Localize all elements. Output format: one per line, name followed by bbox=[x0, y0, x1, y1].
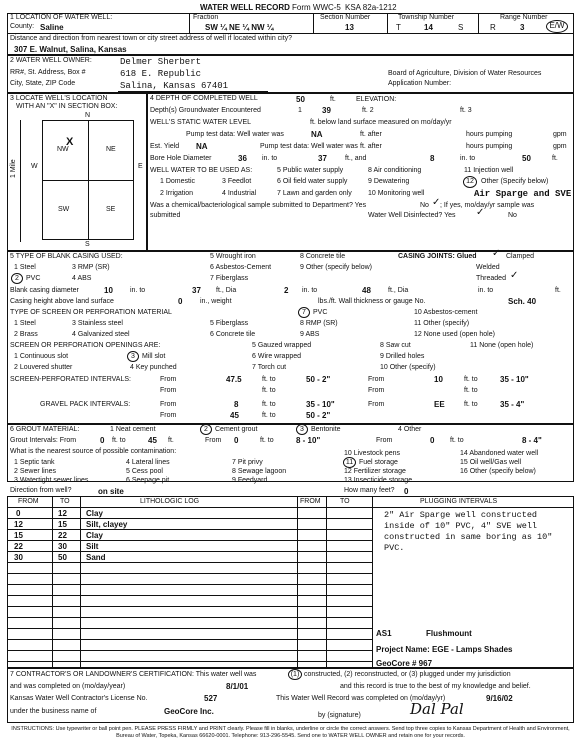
opening-drilled[interactable]: 9 Drilled holes bbox=[380, 353, 425, 360]
section-number-value[interactable]: 13 bbox=[345, 23, 354, 32]
table-cell: Clay bbox=[86, 509, 103, 518]
certification-options: constructed, (2) reconstructed, or (3) plugged under my jurisdiction bbox=[304, 671, 511, 678]
depth-value[interactable]: 50 bbox=[296, 95, 305, 104]
yield-after: ft. after bbox=[360, 143, 382, 150]
pump-test-label: Pump test data: Well water was bbox=[186, 131, 284, 138]
disinfected-no[interactable]: No bbox=[508, 212, 517, 219]
casing-rmp[interactable]: 3 RMP (SR) bbox=[72, 264, 110, 271]
opening-louvered[interactable]: 2 Louvered shutter bbox=[14, 364, 73, 371]
log-row-line bbox=[7, 661, 372, 662]
divider bbox=[313, 13, 314, 33]
log-header-from: FROM bbox=[18, 498, 39, 505]
log-row-line bbox=[7, 573, 372, 574]
source-abandoned[interactable]: 14 Abandoned water well bbox=[460, 450, 539, 457]
feet-label: How many feet? bbox=[344, 487, 395, 494]
gravel-fto-3: ft. to bbox=[262, 412, 276, 419]
perf-from-2-value[interactable]: 10 bbox=[434, 375, 443, 384]
owner-value[interactable]: Delmer Sherbert bbox=[120, 57, 202, 67]
perf-fto-2: ft. to bbox=[464, 376, 478, 383]
blank-casing-depth-2[interactable]: 48 bbox=[362, 286, 371, 295]
yield-well-water: Pump test data: Well water was bbox=[260, 143, 358, 150]
log-col-divider bbox=[52, 496, 53, 668]
opening-wire[interactable]: 6 Wire wrapped bbox=[252, 353, 302, 360]
perf-to-1-value[interactable]: 50 - 2" bbox=[306, 375, 331, 384]
underline bbox=[118, 91, 268, 92]
grout-to-3[interactable]: 8 - 4" bbox=[522, 436, 542, 445]
log-header-to-2: TO bbox=[340, 498, 350, 505]
quadrant-nw: NW bbox=[57, 146, 69, 153]
wall-thickness-label: lbs./ft. Wall thickness or gauge No. bbox=[318, 298, 426, 305]
casing-type-label: 5 TYPE OF BLANK CASING USED: bbox=[10, 253, 123, 260]
joints-clamped[interactable]: Clamped bbox=[506, 253, 535, 260]
grout-from-3-label: From bbox=[376, 437, 393, 444]
source-sewer[interactable]: 2 Sewer lines bbox=[14, 468, 57, 475]
source-privy[interactable]: 7 Pit privy bbox=[232, 459, 263, 466]
use-feedlot[interactable]: 3 Feedlot bbox=[222, 178, 252, 185]
use-lawn[interactable]: 7 Lawn and garden only bbox=[277, 190, 352, 197]
log-col-divider bbox=[372, 496, 373, 668]
range-r: R bbox=[490, 23, 496, 32]
grout-fto-3: ft. to bbox=[450, 437, 464, 444]
source-cess[interactable]: 5 Cess pool bbox=[126, 468, 163, 475]
log-row-line bbox=[7, 540, 372, 541]
screen-abs[interactable]: 9 ABS bbox=[300, 331, 320, 338]
table-cell: 15 bbox=[58, 520, 67, 529]
log-header-lithologic: LITHOLOGIC LOG bbox=[140, 498, 200, 505]
divider bbox=[189, 13, 190, 33]
screen-stainless[interactable]: 3 Stainless steel bbox=[72, 320, 123, 327]
blank-casing-label: Blank casing diameter bbox=[10, 287, 79, 294]
signature-label: by (signature) bbox=[318, 712, 361, 719]
blank-in-to-3: in. to bbox=[478, 287, 494, 294]
constructed-circle[interactable]: (1) bbox=[288, 669, 302, 680]
divider bbox=[7, 33, 574, 34]
screen-pvc-circle[interactable]: 7 bbox=[298, 307, 310, 318]
source-other[interactable]: 16 Other (specify below) bbox=[460, 468, 536, 475]
grout-material-label: 6 GROUT MATERIAL: bbox=[10, 426, 80, 433]
grout-to-2[interactable]: 8 - 10" bbox=[296, 436, 321, 445]
source-lagoon[interactable]: 8 Sewage lagoon bbox=[232, 468, 287, 475]
owner-street[interactable]: 618 E. Republic bbox=[120, 69, 202, 79]
completed-date[interactable]: 8/1/01 bbox=[226, 682, 249, 691]
gravel-from-3-value[interactable]: 45 bbox=[230, 411, 239, 420]
instructions: INSTRUCTIONS: Use typewriter or ball point pen. PLEASE PRESS FIRMLY and PRINT clearly. Please fill in blanks, underline or circle the correct answers. Send top three copies to Kansas Department of Health and Environment, Bureau of Water, Topeka, Kansas 66620-0001. Telephone: 913-296-5545. Send one to WATER WELL OWNER and retain one for your records. bbox=[11, 726, 570, 739]
casing-height-value[interactable]: 0 bbox=[178, 297, 183, 306]
direction-value[interactable]: on site bbox=[98, 487, 124, 496]
screen-fiberglass[interactable]: 5 Fiberglass bbox=[210, 320, 249, 327]
divider bbox=[478, 13, 479, 33]
casing-pvc-label: PVC bbox=[26, 275, 41, 282]
gw-1: 1 bbox=[298, 107, 302, 114]
project-name: Project Name: EGE - Lamps Shades bbox=[376, 645, 513, 654]
section-3-label: 3 LOCATE WELL'S LOCATION bbox=[10, 95, 108, 102]
table-cell: Clay bbox=[86, 531, 103, 540]
gw-3: ft. 3 bbox=[460, 107, 472, 114]
pump-test-value[interactable]: NA bbox=[311, 130, 323, 139]
section-number-label: Section Number bbox=[320, 14, 371, 21]
grout-from-3[interactable]: 0 bbox=[430, 436, 435, 445]
casing-other[interactable]: 9 Other (specify below) bbox=[300, 264, 372, 271]
mile-line bbox=[20, 120, 21, 242]
grout-bentonite-circle[interactable]: 3 bbox=[296, 424, 308, 435]
record-completed-label: This Water Well Record was completed on (mo/day/yr) bbox=[276, 695, 446, 702]
table-cell: 15 bbox=[14, 531, 23, 540]
gravel-from-2-value[interactable]: EE bbox=[434, 400, 445, 409]
table-cell: Silt bbox=[86, 542, 99, 551]
gravel-pack-label: GRAVEL PACK INTERVALS: bbox=[40, 401, 131, 408]
static-level-suffix: ft. below land surface measured on mo/day/yr bbox=[310, 119, 452, 126]
perf-from-1: From bbox=[160, 376, 177, 383]
blank-casing-depth-1[interactable]: 37 bbox=[192, 286, 201, 295]
wall-thickness-value[interactable]: Sch. 40 bbox=[508, 297, 537, 306]
screen-other[interactable]: 11 Other (specify) bbox=[414, 320, 470, 327]
blank-in-to-2: in. to bbox=[302, 287, 318, 294]
yield-gpm: gpm bbox=[553, 143, 567, 150]
compass-n: N bbox=[85, 112, 91, 119]
county-value[interactable]: Saline bbox=[40, 23, 64, 32]
grout-from-2[interactable]: 0 bbox=[234, 436, 239, 445]
source-feedyard[interactable]: 9 Feedyard bbox=[232, 477, 268, 484]
log-row-line bbox=[7, 639, 372, 640]
use-oilfield[interactable]: 6 Oil field water supply bbox=[277, 178, 348, 185]
bore-in-to-2: in. to bbox=[460, 155, 476, 162]
bore-in-to: in. to bbox=[262, 155, 278, 162]
owner-city[interactable]: Salina, Kansas 67401 bbox=[120, 81, 229, 91]
source-livestock[interactable]: 10 Livestock pens bbox=[344, 450, 401, 457]
use-other-label: Other (Specify below) bbox=[481, 178, 549, 185]
pump-after: ft. after bbox=[360, 131, 382, 138]
gravel-fto-1: ft. to bbox=[262, 401, 276, 408]
submitted-label: submitted bbox=[150, 212, 181, 219]
yield-hours: hours pumping bbox=[466, 143, 513, 150]
signature[interactable]: Dal Pal bbox=[410, 700, 464, 718]
gravel-to-3-value[interactable]: 50 - 2" bbox=[306, 411, 331, 420]
casing-abs[interactable]: 4 ABS bbox=[72, 275, 92, 282]
section-3-label-2: WITH AN "X" IN SECTION BOX: bbox=[16, 103, 118, 110]
quadrant-se: SE bbox=[106, 206, 116, 213]
compass-w: W bbox=[31, 163, 38, 170]
plugging-note[interactable]: 2" Air Sparge well constructed inside of 10" PVC, 4" SVE well constructed in same boring as 10" PVC. bbox=[384, 510, 570, 554]
perf-fto-3: ft. to bbox=[262, 387, 276, 394]
use-label: WELL WATER TO BE USED AS: bbox=[150, 167, 253, 174]
screen-none[interactable]: 12 None used (open hole) bbox=[414, 331, 495, 338]
groundwater-value[interactable]: 39 bbox=[322, 106, 331, 115]
source-oilgas[interactable]: 15 Oil well/Gas well bbox=[460, 459, 522, 466]
gw-2: ft. 2 bbox=[362, 107, 374, 114]
opening-saw[interactable]: 8 Saw cut bbox=[380, 342, 411, 349]
township-value[interactable]: 14 bbox=[424, 23, 433, 32]
perf-fto-1: ft. to bbox=[262, 376, 276, 383]
source-insecticide[interactable]: 13 Insecticide storage bbox=[344, 477, 413, 484]
opening-key-punched[interactable]: 4 Key punched bbox=[130, 364, 177, 371]
distance-label: Distance and direction from nearest town or city street address of well if located within city? bbox=[10, 35, 293, 42]
casing-pvc-circle[interactable]: 2 bbox=[11, 273, 23, 284]
address-label: RR#, St. Address, Box # bbox=[10, 69, 86, 76]
bore-depth-2[interactable]: 50 bbox=[522, 154, 531, 163]
check-mark-icon: ✓ bbox=[476, 207, 485, 218]
screen-rmp[interactable]: 8 RMP (SR) bbox=[300, 320, 338, 327]
township-label: Township Number bbox=[398, 14, 455, 21]
source-fuel-circle[interactable]: 11 bbox=[343, 457, 356, 468]
table-cell: 22 bbox=[58, 531, 67, 540]
casing-fiberglass[interactable]: 7 Fiberglass bbox=[210, 275, 249, 282]
casing-weight-label: in., weight bbox=[200, 298, 232, 305]
log-row-line bbox=[7, 584, 372, 585]
mile-label: 1 Mile bbox=[10, 159, 17, 178]
ft-unit: ft. bbox=[330, 96, 336, 103]
use-other-value[interactable]: Air Sparge and SVE bbox=[474, 189, 572, 199]
perforated-intervals-label: SCREEN-PERFORATED INTERVALS: bbox=[10, 376, 131, 383]
grout-intervals-label: Grout Intervals: From bbox=[10, 437, 77, 444]
source-seepage[interactable]: 6 Seepage pit bbox=[126, 477, 170, 484]
log-header-to: TO bbox=[60, 498, 70, 505]
opening-other[interactable]: 10 Other (specify) bbox=[380, 364, 436, 371]
check-mark-icon: ✓ bbox=[492, 248, 501, 259]
range-ew-circle[interactable]: E/W bbox=[546, 20, 568, 33]
use-irrigation[interactable]: 2 Irrigation bbox=[160, 190, 194, 197]
yield-label: Est. Yield bbox=[150, 143, 180, 150]
elevation-label: ELEVATION: bbox=[356, 96, 397, 103]
use-injection[interactable]: 11 Injection well bbox=[464, 167, 514, 174]
form-title: WATER WELL RECORD bbox=[200, 3, 290, 12]
casing-joints-label: CASING JOINTS: Glued bbox=[398, 253, 477, 260]
divider bbox=[387, 13, 388, 33]
gravel-to-1-value[interactable]: 35 - 10" bbox=[306, 400, 335, 409]
log-col-divider bbox=[326, 496, 327, 668]
table-cell: 12 bbox=[14, 520, 23, 529]
log-row-line bbox=[7, 595, 372, 596]
blank-dia-2: ft., Dia bbox=[388, 287, 409, 294]
opening-torch[interactable]: 7 Torch cut bbox=[252, 364, 287, 371]
log-row-line bbox=[7, 650, 372, 651]
township-t: T bbox=[396, 23, 401, 32]
range-value[interactable]: 3 bbox=[520, 23, 525, 32]
quadrant-ne: NE bbox=[106, 146, 116, 153]
opening-continuous[interactable]: 1 Continuous slot bbox=[14, 353, 69, 360]
use-other-circle[interactable]: 12 bbox=[463, 176, 477, 188]
table-cell: 30 bbox=[58, 542, 67, 551]
city-label: City, State, ZIP Code bbox=[10, 80, 76, 87]
bacterial-suffix: ; If yes, mo/day/yr sample was bbox=[440, 202, 535, 209]
grout-ft-1: ft. bbox=[168, 437, 174, 444]
log-row-line bbox=[7, 606, 372, 607]
section-2-label: 2 WATER WELL OWNER: bbox=[10, 57, 92, 64]
log-row-line bbox=[7, 617, 372, 618]
gravel-from-1: From bbox=[160, 401, 177, 408]
opening-gauzed[interactable]: 5 Gauzed wrapped bbox=[252, 342, 312, 349]
fraction-value[interactable]: SW ¼ NE ¼ NW ¼ bbox=[205, 23, 274, 32]
business-value[interactable]: GeoCore Inc. bbox=[164, 707, 214, 716]
table-cell: 0 bbox=[16, 509, 21, 518]
source-lateral[interactable]: 4 Lateral lines bbox=[126, 459, 170, 466]
bore-diameter-2[interactable]: 8 bbox=[430, 154, 435, 163]
table-cell: 22 bbox=[14, 542, 23, 551]
grid-divider bbox=[42, 180, 134, 181]
use-dewatering[interactable]: 9 Dewatering bbox=[368, 178, 410, 185]
direction-label: Direction from well? bbox=[10, 487, 72, 494]
grout-fto-2: ft. to bbox=[260, 437, 274, 444]
log-row-line bbox=[7, 551, 372, 552]
opening-none[interactable]: 11 None (open hole) bbox=[470, 342, 534, 349]
compass-e: E bbox=[138, 163, 143, 170]
casing-height-label: Casing height above land surface bbox=[10, 298, 114, 305]
pump-hours: hours pumping bbox=[466, 131, 513, 138]
openings-label: SCREEN OR PERFORATION OPENINGS ARE: bbox=[10, 342, 161, 349]
geocore-number: GeoCore # 967 bbox=[376, 659, 433, 668]
grout-to-1[interactable]: 45 bbox=[148, 436, 157, 445]
contamination-label: What is the nearest source of possible contamination: bbox=[10, 448, 177, 455]
section-1-label: 1 LOCATION OF WATER WELL: bbox=[10, 14, 113, 21]
address-value[interactable]: 307 E. Walnut, Salina, Kansas bbox=[14, 45, 127, 54]
board-text: Board of Agriculture, Division of Water Resources bbox=[388, 70, 542, 77]
joints-welded[interactable]: Welded bbox=[476, 264, 500, 271]
screen-galvanized[interactable]: 4 Galvanized steel bbox=[72, 331, 130, 338]
static-level-label: WELL'S STATIC WATER LEVEL bbox=[150, 119, 252, 126]
disinfected-label: Water Well Disinfected? Yes bbox=[368, 212, 456, 219]
bore-ft: ft. bbox=[552, 155, 558, 162]
gravel-from-2: From bbox=[368, 401, 385, 408]
ksa-reference: KSA 82a-1212 bbox=[345, 3, 397, 12]
use-public[interactable]: 5 Public water supply bbox=[277, 167, 344, 174]
use-industrial[interactable]: 4 Industrial bbox=[222, 190, 257, 197]
well-location-mark: X bbox=[66, 136, 74, 148]
blank-casing-dia-1[interactable]: 10 bbox=[104, 286, 113, 295]
log-row-line bbox=[7, 518, 372, 519]
gravel-fto-2: ft. to bbox=[464, 401, 478, 408]
bore-diameter-1[interactable]: 36 bbox=[238, 154, 247, 163]
use-air-conditioning[interactable]: 8 Air conditioning bbox=[368, 167, 422, 174]
certification-label: 7 CONTRACTOR'S OR LANDOWNER'S CERTIFICATION: This water well was bbox=[10, 671, 257, 678]
bacterial-no[interactable]: No bbox=[420, 202, 429, 209]
grout-cement-circle[interactable]: 2 bbox=[200, 424, 212, 435]
fraction-label: Fraction bbox=[193, 14, 219, 21]
table-cell: Sand bbox=[86, 553, 106, 562]
bore-depth-1[interactable]: 37 bbox=[318, 154, 327, 163]
joints-threaded[interactable]: Threaded bbox=[476, 275, 506, 282]
screen-brass[interactable]: 2 Brass bbox=[14, 331, 38, 338]
opening-mill-circle[interactable]: 3 bbox=[127, 351, 139, 362]
log-row-line bbox=[7, 562, 372, 563]
as1-label: AS1 bbox=[376, 629, 392, 638]
use-domestic[interactable]: 1 Domestic bbox=[160, 178, 196, 185]
township-s: S bbox=[458, 23, 464, 32]
screen-pvc-label: PVC bbox=[313, 309, 328, 316]
grout-from-1[interactable]: 0 bbox=[100, 436, 105, 445]
table-cell: Silt, clayey bbox=[86, 520, 128, 529]
casing-asbestos[interactable]: 6 Asbestos-Cement bbox=[210, 264, 272, 271]
bore-label: Bore Hole Diameter bbox=[150, 155, 212, 162]
perf-from-3: From bbox=[160, 387, 177, 394]
table-cell: 50 bbox=[58, 553, 67, 562]
depth-label: 4 DEPTH OF COMPLETED WELL bbox=[150, 95, 258, 102]
grout-other[interactable]: 4 Other bbox=[398, 426, 422, 433]
grout-neat[interactable]: 1 Neat cement bbox=[110, 426, 156, 433]
license-label: Kansas Water Well Contractor's License No. bbox=[10, 695, 148, 702]
record-date[interactable]: 9/16/02 bbox=[486, 694, 513, 703]
county-label: County: bbox=[10, 23, 35, 30]
perf-from-4: From bbox=[368, 387, 385, 394]
range-label: Range Number bbox=[500, 14, 548, 21]
screen-concrete[interactable]: 6 Concrete tile bbox=[210, 331, 256, 338]
casing-wrought[interactable]: 5 Wrought iron bbox=[210, 253, 256, 260]
log-col-divider bbox=[297, 496, 298, 668]
log-header-plugging: PLUGGING INTERVALS bbox=[420, 498, 498, 505]
casing-steel[interactable]: 1 Steel bbox=[14, 264, 36, 271]
completed-label: and was completed on (mo/day/year) bbox=[10, 683, 126, 690]
source-septic[interactable]: 1 Septic tank bbox=[14, 459, 55, 466]
pump-gpm: gpm bbox=[553, 131, 567, 138]
screen-asbestos[interactable]: 10 Asbestos-cement bbox=[414, 309, 478, 316]
perf-from-2: From bbox=[368, 376, 385, 383]
groundwater-label: Depth(s) Groundwater Encountered bbox=[150, 107, 261, 114]
source-fertilizer[interactable]: 12 Fertilizer storage bbox=[344, 468, 406, 475]
gravel-from-3: From bbox=[160, 412, 177, 419]
form-number: Form WWC-5 bbox=[292, 3, 341, 12]
gravel-to-2-value[interactable]: 35 - 4" bbox=[500, 400, 525, 409]
screen-steel[interactable]: 1 Steel bbox=[14, 320, 36, 327]
log-row-line bbox=[7, 529, 372, 530]
true-statement: and this record is true to the best of my knowledge and belief. bbox=[340, 683, 531, 690]
log-header-divider bbox=[7, 507, 574, 508]
blank-in-to: in. to bbox=[130, 287, 146, 294]
perf-from-1-value[interactable]: 47.5 bbox=[226, 375, 242, 384]
casing-concrete[interactable]: 8 Concrete tile bbox=[300, 253, 346, 260]
grout-cement-label: Cement grout bbox=[215, 426, 258, 433]
flushmount-label: Flushmount bbox=[426, 629, 472, 638]
bore-and: ft., and bbox=[345, 155, 367, 162]
grout-from-2-label: From bbox=[205, 437, 222, 444]
check-mark-icon: ✓ bbox=[510, 270, 519, 281]
bacterial-sample-label: Was a chemical/bacteriological sample submitted to Department? Yes bbox=[150, 202, 367, 209]
screen-type-label: TYPE OF SCREEN OR PERFORATION MATERIAL bbox=[10, 309, 172, 316]
table-cell: 30 bbox=[14, 553, 23, 562]
log-col-divider bbox=[80, 496, 81, 668]
application-label: Application Number: bbox=[388, 80, 452, 87]
blank-dia: ft., Dia bbox=[216, 287, 237, 294]
feet-value[interactable]: 0 bbox=[404, 487, 409, 496]
source-watertight[interactable]: 3 Watertight sewer lines bbox=[14, 477, 89, 484]
log-header-from-2: FROM bbox=[300, 498, 321, 505]
quadrant-sw: SW bbox=[58, 206, 70, 213]
opening-mill-label: Mill slot bbox=[142, 353, 166, 360]
gravel-from-1-value[interactable]: 8 bbox=[234, 400, 239, 409]
use-monitoring[interactable]: 10 Monitoring well bbox=[368, 190, 425, 197]
compass-s: S bbox=[85, 241, 90, 248]
license-value[interactable]: 527 bbox=[204, 694, 218, 703]
log-row-line bbox=[7, 628, 372, 629]
blank-ft: ft. bbox=[555, 287, 561, 294]
source-fuel-label: Fuel storage bbox=[359, 459, 398, 466]
perf-to-2-value[interactable]: 35 - 10" bbox=[500, 375, 529, 384]
grout-fto-1: ft. to bbox=[112, 437, 126, 444]
business-label: under the business name of bbox=[10, 708, 97, 715]
perf-fto-4: ft. to bbox=[464, 387, 478, 394]
check-mark-icon: ✓ bbox=[432, 197, 441, 208]
blank-casing-dia-2[interactable]: 2 bbox=[284, 286, 289, 295]
yield-value[interactable]: NA bbox=[196, 142, 208, 151]
grout-bentonite-label: Bentonite bbox=[311, 426, 341, 433]
table-cell: 12 bbox=[58, 509, 67, 518]
